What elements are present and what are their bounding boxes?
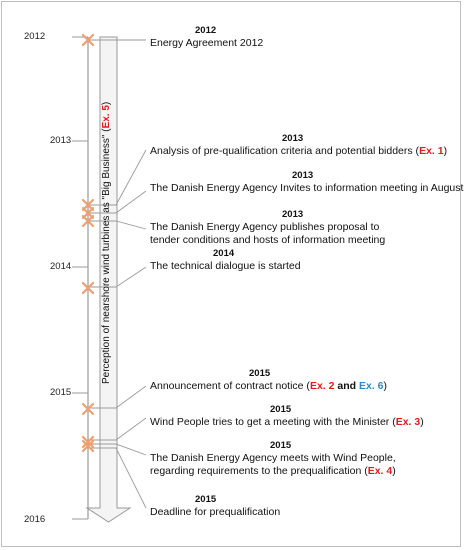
event-9-text: Deadline for prequalification xyxy=(150,506,281,518)
event-4-year: 2013 xyxy=(282,209,304,220)
event-2-text-suffix: ) xyxy=(443,145,448,157)
event-8-text-line2 xyxy=(150,465,396,478)
year-tick-2013: 2013 xyxy=(50,135,72,146)
event-8-text-main: regarding requirements to the prequalification ( xyxy=(150,465,368,477)
event-7-text xyxy=(150,416,424,429)
event-7-ref: Ex. 3 xyxy=(395,416,421,428)
event-4-text-line2: tender conditions and hosts of information meeting xyxy=(150,234,386,246)
event-3-year: 2013 xyxy=(292,170,314,181)
event-4-text-line1: The Danish Energy Agency publishes proposal to xyxy=(150,221,380,233)
perception-label-text: Perception of nearshore wind turbines as "Big Business" ( xyxy=(101,128,112,384)
event-1-year: 2012 xyxy=(195,25,217,36)
event-8-text-suffix: ) xyxy=(392,465,396,477)
year-tick-2016: 2016 xyxy=(24,514,46,525)
perception-label xyxy=(101,102,112,384)
event-7-year: 2015 xyxy=(270,404,292,415)
event-2-text xyxy=(150,145,447,158)
perception-label-suffix: ) xyxy=(101,101,112,106)
event-5-text: The technical dialogue is started xyxy=(150,260,301,272)
event-2-text-main: Analysis of pre-qualification criteria and potential bidders ( xyxy=(150,145,420,157)
event-6-year: 2015 xyxy=(249,368,271,379)
event-7-text-main: Wind People tries to get a meeting with the Minister ( xyxy=(150,416,396,428)
event-9-year: 2015 xyxy=(195,494,217,505)
perception-label-ref: Ex. 5 xyxy=(101,105,112,129)
event-5-year: 2014 xyxy=(213,248,235,259)
event-2-year: 2013 xyxy=(282,133,304,144)
event-7-text-suffix: ) xyxy=(420,416,424,428)
year-tick-2015: 2015 xyxy=(50,387,72,398)
event-8-text-line1: The Danish Energy Agency meets with Wind People, xyxy=(150,452,396,464)
event-8-year: 2015 xyxy=(270,440,292,451)
event-2-ref: Ex. 1 xyxy=(419,145,444,157)
event-6-and: and xyxy=(334,380,359,392)
event-1-text: Energy Agreement 2012 xyxy=(150,37,264,49)
event-3-text: The Danish Energy Agency Invites to information meeting in August xyxy=(150,182,464,194)
event-6-text xyxy=(150,380,387,393)
event-8-ref: Ex. 4 xyxy=(367,465,393,477)
event-6-text-suffix: ) xyxy=(383,380,388,392)
event-6-ref-1: Ex. 2 xyxy=(309,380,335,392)
event-6-text-main: Announcement of contract notice ( xyxy=(150,380,310,392)
year-tick-2014: 2014 xyxy=(50,261,72,272)
event-6-ref-2: Ex. 6 xyxy=(358,380,384,392)
year-tick-2012: 2012 xyxy=(24,31,46,42)
